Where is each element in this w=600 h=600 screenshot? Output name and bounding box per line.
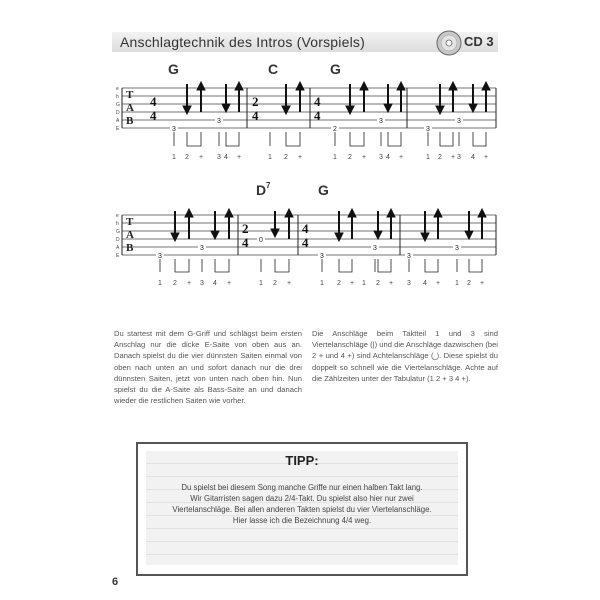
beat-count: + bbox=[480, 280, 485, 287]
strum-down-arrow bbox=[421, 211, 429, 241]
fret-number: 3 bbox=[172, 126, 176, 133]
beat-count: 1 bbox=[426, 154, 430, 161]
beat-count: 1 bbox=[455, 280, 459, 287]
beat-count: 2 bbox=[337, 280, 341, 287]
beat-count: 4 bbox=[471, 154, 475, 161]
time-signature-bottom: 4 bbox=[242, 235, 249, 250]
beat-count: 1 bbox=[333, 154, 337, 161]
beat-count: + bbox=[350, 280, 355, 287]
beat-count: + bbox=[237, 154, 242, 161]
beat-count: 3 bbox=[379, 154, 383, 161]
strum-up-arrow bbox=[348, 209, 356, 239]
beat-count: 2 bbox=[467, 280, 471, 287]
string-name: E bbox=[116, 253, 120, 259]
beat-count: 2 bbox=[173, 280, 177, 287]
fret-number: 3 bbox=[426, 126, 430, 133]
tab-clef-letter: T bbox=[126, 89, 134, 101]
beat-count: 1 bbox=[259, 280, 263, 287]
time-signature-top: 4 bbox=[150, 94, 157, 109]
string-name: e bbox=[116, 86, 119, 92]
fret-number: 3 bbox=[455, 245, 459, 252]
beat-count: 4 bbox=[423, 280, 427, 287]
strum-down-arrow bbox=[171, 211, 179, 241]
beat-count: 1 bbox=[362, 280, 366, 287]
chord-label: G bbox=[318, 182, 329, 198]
chord-label: D bbox=[256, 182, 267, 198]
beat-count: 1 bbox=[268, 154, 272, 161]
fret-number: 3 bbox=[320, 253, 324, 260]
beat-count: 1 bbox=[158, 280, 162, 287]
time-signature-top: 2 bbox=[252, 94, 259, 109]
beat-count: + bbox=[399, 154, 404, 161]
string-name: E bbox=[116, 126, 120, 132]
beat-count: 2 bbox=[438, 154, 442, 161]
beat-count: + bbox=[484, 154, 489, 161]
fret-number: 3 bbox=[457, 118, 461, 125]
section-title: Anschlagtechnik des Intros (Vorspiels) bbox=[120, 34, 365, 50]
fret-number: 3 bbox=[373, 245, 377, 252]
beat-count: 3 bbox=[457, 154, 461, 161]
beat-count: 2 bbox=[284, 154, 288, 161]
string-name: h bbox=[116, 221, 119, 227]
beat-count: + bbox=[187, 280, 192, 287]
chord-label: G bbox=[168, 61, 179, 77]
beat-count: + bbox=[199, 154, 204, 161]
strum-up-arrow bbox=[387, 209, 395, 239]
string-name: D bbox=[116, 110, 120, 116]
beat-count: 4 bbox=[213, 280, 217, 287]
time-signature-bottom: 4 bbox=[252, 108, 259, 123]
tab-clef-letter: A bbox=[126, 102, 134, 114]
beat-count: + bbox=[389, 280, 394, 287]
tab-clef-letter: A bbox=[126, 229, 134, 241]
beat-count: 2 bbox=[348, 154, 352, 161]
string-name: h bbox=[116, 94, 119, 100]
time-signature-top: 4 bbox=[314, 94, 321, 109]
fret-number: 0 bbox=[259, 237, 263, 244]
fret-number: 3 bbox=[217, 118, 221, 125]
tip-text bbox=[150, 482, 454, 526]
page-number: 6 bbox=[112, 576, 119, 588]
tip-line: Hier lasse ich die Bezeichnung 4/4 weg. bbox=[232, 516, 372, 525]
strum-up-arrow bbox=[185, 209, 193, 239]
beat-count: 4 bbox=[224, 154, 228, 161]
beat-count: 3 bbox=[217, 154, 221, 161]
string-name: e bbox=[116, 213, 119, 219]
instruction-text-left: Du startest mit dem G-Griff und schlägst beim ersten Anschlag nur die dicke E-Saite von oben aus an. Danach spielst du die vier dünnsten Saiten einmal von oben nach unten an und sofort danach nur die drei dünnsten Saiten, jetzt von unten nach oben hin. Nun spielst du die A-Saite als Bass-Saite an und danach wieder die restlichen Saiten wie vorher. bbox=[114, 329, 302, 406]
tab-clef-letter: B bbox=[126, 115, 134, 127]
beat-count: 2 bbox=[185, 154, 189, 161]
beat-count: + bbox=[451, 154, 456, 161]
beat-count: + bbox=[436, 280, 441, 287]
beat-count: + bbox=[362, 154, 367, 161]
beat-count: + bbox=[298, 154, 303, 161]
beat-count: 1 bbox=[320, 280, 324, 287]
beat-count: + bbox=[287, 280, 292, 287]
fret-number: 3 bbox=[379, 118, 383, 125]
tab-clef-letter: T bbox=[126, 216, 134, 228]
string-name: G bbox=[116, 102, 120, 108]
strum-up-arrow bbox=[478, 209, 486, 239]
instruction-text-right: Die Anschläge beim Taktteil 1 und 3 sind Viertelanschläge (|) und die Anschläge dazwischen (bei 2 + und 4 +) sind Achtelanschläge (⎵). Diese spielst du doppelt so schnell wie die Viertelanschläge. Achte auf die Zählzeiten unter der Tabulatur (1 2 + 3 4 +). bbox=[312, 329, 498, 383]
time-signature-top: 2 bbox=[242, 221, 249, 236]
cd-track-label: CD 3 bbox=[464, 34, 494, 49]
chord-label: G bbox=[330, 61, 341, 77]
string-name: A bbox=[116, 245, 120, 251]
tab-clef-letter: B bbox=[126, 242, 134, 254]
beat-count: 1 bbox=[172, 154, 176, 161]
string-name: A bbox=[116, 118, 120, 124]
string-name: G bbox=[116, 229, 120, 235]
beat-count: 2 bbox=[273, 280, 277, 287]
beat-count: + bbox=[227, 280, 232, 287]
chord-label: C bbox=[268, 61, 279, 77]
strum-down-arrow bbox=[335, 211, 343, 241]
tip-title: TIPP: bbox=[285, 453, 319, 468]
strum-up-arrow bbox=[285, 209, 293, 239]
beat-count: 2 bbox=[376, 280, 380, 287]
beat-counts bbox=[158, 280, 484, 287]
fret-number: 3 bbox=[407, 253, 411, 260]
time-signature-bottom: 4 bbox=[314, 108, 321, 123]
tip-line: Viertelanschläge. Bei allen anderen Takten spielst du vier Viertelanschläge. bbox=[172, 505, 432, 514]
strum-up-arrow bbox=[225, 209, 233, 239]
fret-number: 3 bbox=[158, 253, 162, 260]
tip-line: Wir Gitarristen sagen dazu 2/4-Takt. Du spielst also hier nur zwei bbox=[190, 494, 414, 503]
time-signature-bottom: 4 bbox=[150, 108, 157, 123]
strum-up-arrow bbox=[434, 209, 442, 239]
beat-count: 3 bbox=[200, 280, 204, 287]
tip-line: Du spielst bei diesem Song manche Griffe nur einen halben Takt lang. bbox=[181, 483, 423, 492]
string-name: D bbox=[116, 237, 120, 243]
fret-number: 2 bbox=[333, 126, 337, 133]
time-signature-bottom: 4 bbox=[302, 235, 309, 250]
beat-count: 4 bbox=[386, 154, 390, 161]
time-signature-top: 4 bbox=[302, 221, 309, 236]
fret-number: 3 bbox=[200, 245, 204, 252]
rhythm-stems bbox=[160, 259, 482, 272]
strum-arrows bbox=[171, 209, 486, 241]
beat-count: 3 bbox=[407, 280, 411, 287]
chord-extension: 7 bbox=[266, 181, 271, 190]
